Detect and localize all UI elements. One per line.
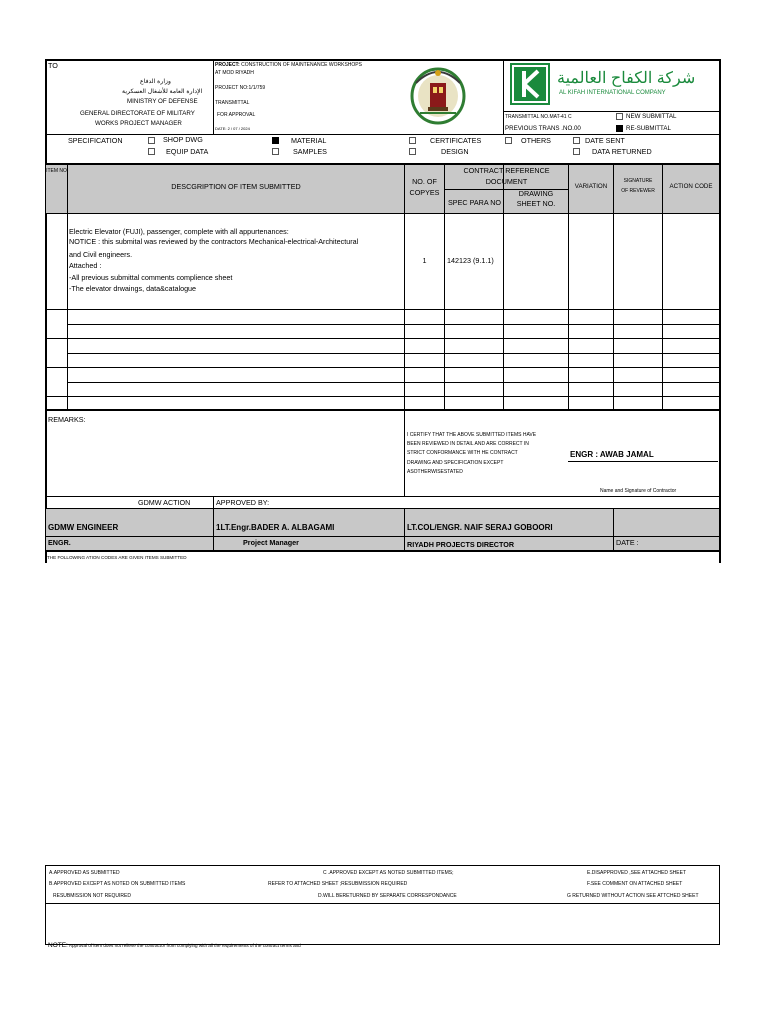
col-description: DESCGRIPTION OF ITEM SUBMITTED	[171, 182, 301, 191]
col-contract-ref-2: DOCUMENT	[485, 177, 528, 186]
date-sent-label: DATE SENT	[585, 136, 625, 145]
code-a: A.APPROVED AS SUBMITTED	[49, 870, 120, 876]
project-label: PROJECT:	[215, 62, 240, 68]
re-submittal-checkbox[interactable]	[616, 125, 623, 132]
mod-emblem-icon	[408, 63, 468, 127]
certify-line2: BEEN REVIEWED IN DETAIL AND ARE CORRECT IN	[407, 441, 529, 447]
re-submittal-label: RE-SUBMITTAL	[626, 125, 671, 132]
shop-dwg-checkbox[interactable]	[148, 137, 155, 144]
certify-line5: ASOTHERWISESTATED	[407, 469, 463, 475]
transmittal-title: TRANSMITTAL	[215, 100, 250, 106]
code-g: G RETURNED WITHOUT ACTION SEE ATTCHED SHEET	[567, 893, 699, 899]
col-variation: VARIATION	[574, 183, 608, 190]
kifah-logo-icon	[510, 63, 550, 105]
certify-line1: I CERTIFY THAT THE ABOVE SUBMITTED ITEMS HAVE	[407, 432, 537, 438]
equip-data-checkbox[interactable]	[148, 148, 155, 155]
directorate-line1: GENERAL DIRECTORATE OF MILITARY	[80, 110, 195, 117]
col-signature-2: OF REVEWER	[621, 188, 655, 194]
col-drawing-1: DRAWING	[518, 189, 554, 198]
lt-name: 1LT.Engr.BADER A. ALBAGAMI	[216, 523, 335, 532]
code-b: B.APPROVED EXCEPT AS NOTED ON SUBMITTED ITEMS	[49, 881, 186, 887]
directorate-line2: WORKS PROJECT MANAGER	[95, 120, 182, 127]
row1-desc-line1: Electric Elevator (FUJI), passenger, complete with all appurtenances:	[69, 227, 289, 236]
arabic-ministry: وزارة الدفاع	[140, 78, 172, 85]
data-returned-checkbox[interactable]	[573, 148, 580, 155]
gdmw-engineer-label: GDMW ENGINEER	[48, 523, 119, 532]
col-copies: NO. OF COPYES	[409, 177, 440, 197]
new-submittal-label: NEW SUBMITTAL	[626, 113, 677, 120]
row1-desc-line4: Attached :	[69, 261, 102, 270]
col-action-code: ACTION CODE	[669, 183, 713, 190]
for-approval: FOR APPROVAL	[217, 112, 256, 118]
note-label: NOTE:	[48, 942, 68, 949]
row1-spec-para: 142123 (9.1.1)	[447, 256, 494, 265]
previous-trans: PREVIOUS TRANS .NO.00	[505, 125, 581, 132]
col-spec-para: SPEC PARA NO	[448, 198, 501, 207]
transmittal-date: DATE: 2 / 07 / 2024	[215, 126, 250, 131]
equip-data-label: EQUIP DATA	[166, 147, 209, 156]
following-codes-note: THE FOLLOWING ATION CODES ARE GIVEN ITEMS SUBMITTED	[47, 555, 187, 560]
material-checkbox[interactable]	[272, 137, 279, 144]
row1-desc-line2: NOTICE : this submital was reviewed by the contractors Mechanical-electrical-Architectural	[69, 237, 359, 246]
code-f: F.SEE COMMENT ON ATTACHED SHEET	[587, 881, 683, 887]
riyadh-director-title: RIYADH PROJECTS DIRECTOR	[407, 540, 515, 549]
date-label: DATE :	[616, 538, 639, 547]
others-checkbox[interactable]	[505, 137, 512, 144]
ministry-name: MINISTRY OF DEFENSE	[127, 98, 198, 105]
certificates-label: CERTIFICATES	[430, 136, 482, 145]
col-signature-1: SIGNATURE	[623, 178, 653, 184]
project-line1: CONSTRUCTION OF MAINTENANCE WORKSHOPS	[241, 62, 362, 68]
code-b2: RESUBMISSION NOT REQUIRED	[53, 893, 131, 899]
company-arabic-name: شركة الكفاح العالمية	[557, 70, 696, 87]
row1-copies: 1	[422, 256, 427, 265]
company-english-name: AL KIFAH INTERNATIONAL COMPANY	[559, 90, 666, 96]
row1-desc-line3: and Civil engineers.	[69, 250, 133, 259]
samples-checkbox[interactable]	[272, 148, 279, 155]
date-sent-checkbox[interactable]	[573, 137, 580, 144]
specification-label: SPECIFICATION	[68, 136, 123, 145]
shop-dwg-label: SHOP DWG	[163, 135, 203, 144]
code-e: E.DISAPPROVED ,SEE ATTACHED SHEET	[587, 870, 687, 876]
row1-desc-line6: -The elevator drwaings, data&catalogue	[69, 284, 197, 293]
samples-label: SAMPLES	[293, 147, 327, 156]
name-signature-label: Name and Signature of Contractor	[600, 488, 677, 494]
transmittal-number: TRANSMITTAL NO.MAT-41 C	[505, 114, 572, 120]
code-d: D.WILL BERETURNED BY SEPARATE CORRESPONDANCE	[318, 893, 457, 899]
col-drawing-2: SHEET NO.	[516, 199, 556, 208]
col-name: LT.COL/ENGR. NAIF SERAJ GOBOORI	[407, 523, 553, 532]
arabic-directorate: الإدارة العامة للأشغال العسكرية	[122, 88, 203, 95]
col-contract-ref-1: CONTRACT REFERENCE	[463, 166, 550, 175]
project-manager-title: Project Manager	[243, 538, 299, 547]
col-item-no: ITEM NO	[46, 168, 67, 174]
approved-by-label: APPROVED BY:	[216, 498, 270, 507]
others-label: OTHERS	[521, 136, 551, 145]
contractor-engineer: ENGR : AWAB JAMAL	[570, 450, 654, 459]
project-line2: AT MOD RIYADH	[215, 70, 254, 76]
certificates-checkbox[interactable]	[409, 137, 416, 144]
row1-desc-line5: -All previous submittal comments complience sheet	[69, 273, 233, 282]
note-text: Approval of item does not relieve the contractor from complying with all the requirements of the contract terms and	[67, 943, 301, 948]
project-title	[215, 62, 362, 68]
certify-line3: STRICT CONFORMANCE WITH HE CONTRACT	[407, 450, 518, 456]
design-checkbox[interactable]	[409, 148, 416, 155]
project-no: PROJECT NO:1/1/759	[215, 85, 266, 91]
gdmw-action-label: GDMW ACTION	[138, 498, 191, 507]
engr-label: ENGR.	[48, 538, 71, 547]
code-c: C .APPROVED EXCEPT AS NOTED SUBMITTED ITEMS;	[323, 870, 454, 876]
note-line	[48, 934, 301, 952]
certify-line4: DRAWING AND SPECIFICATION EXCEPT	[407, 460, 504, 466]
to-label: TO	[48, 61, 58, 70]
design-label: DESIGN	[441, 147, 469, 156]
new-submittal-checkbox[interactable]	[616, 113, 623, 120]
data-returned-label: DATA RETURNED	[592, 147, 652, 156]
remarks-label: REMARKS:	[48, 415, 86, 424]
material-label: MATERIAL	[291, 136, 327, 145]
code-c2: REFER TO ATTACHED SHEET ;RESUBMISSION REQUIRED	[268, 881, 408, 887]
